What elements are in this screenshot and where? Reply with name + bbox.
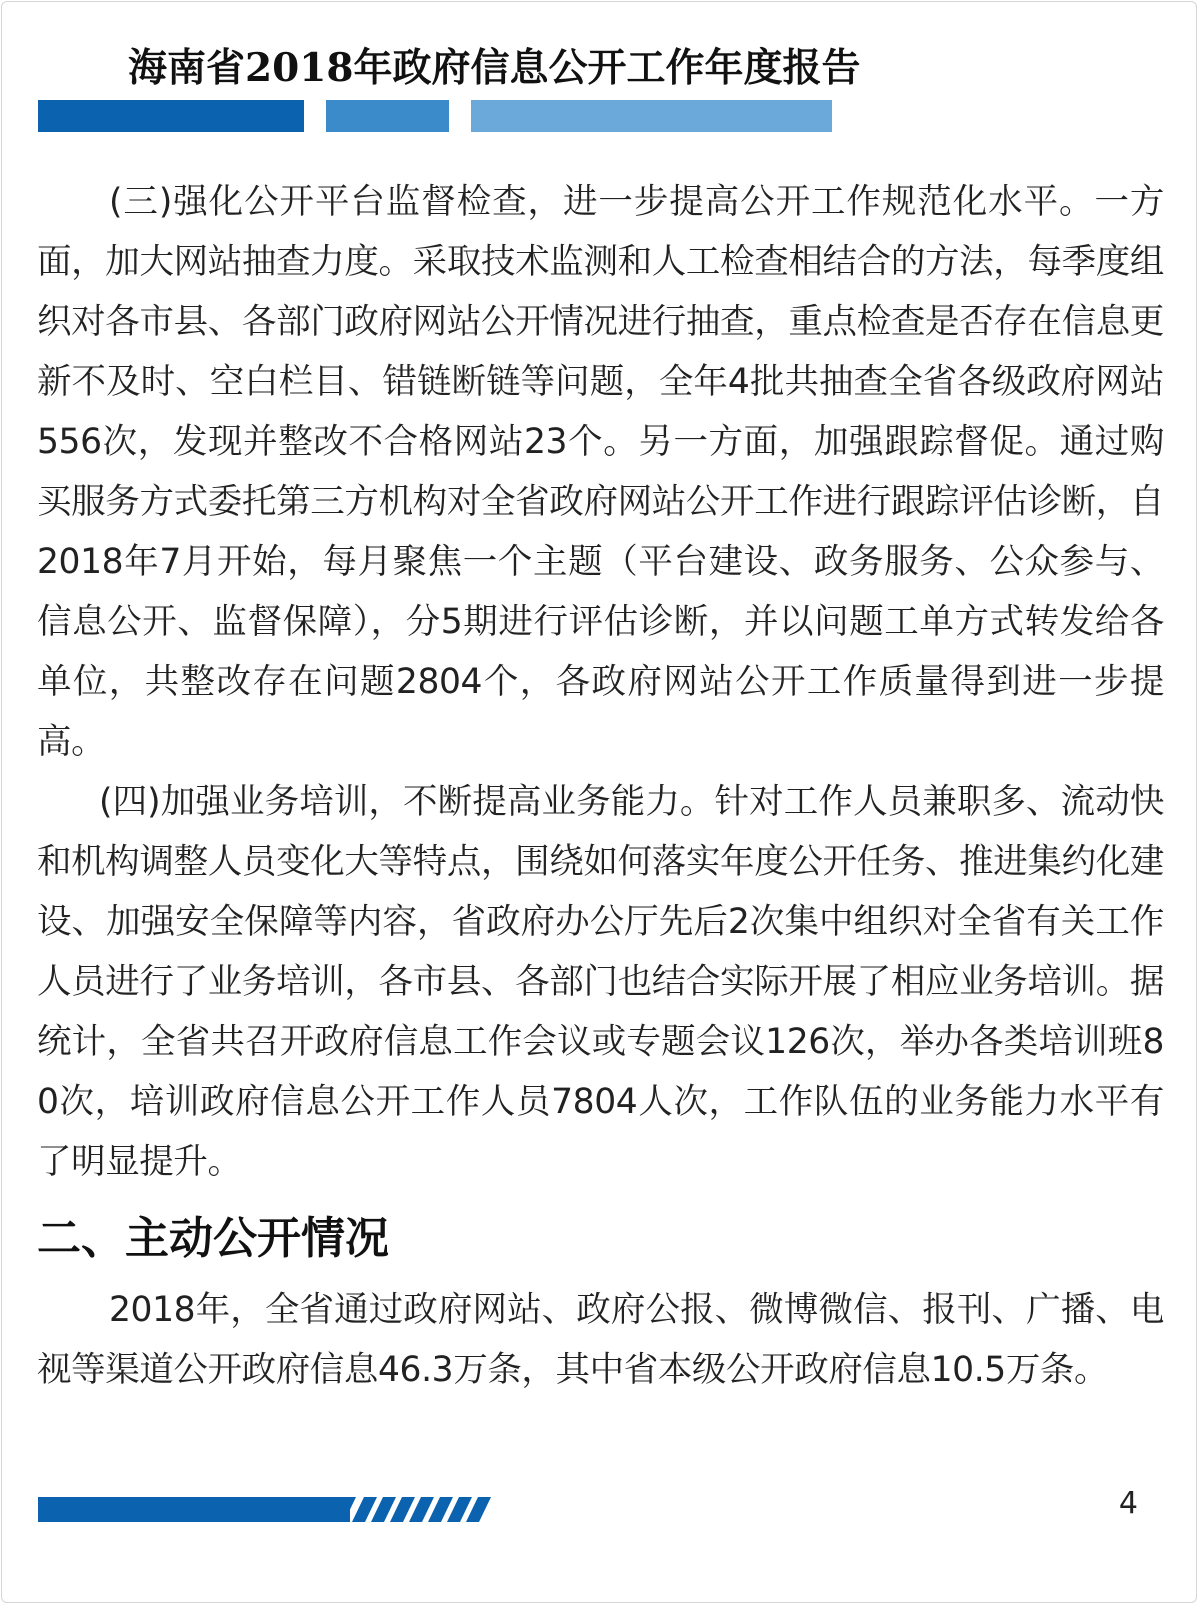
title-accent-bar-mid <box>326 100 449 132</box>
title-accent-bar-dark <box>38 100 304 132</box>
document-title: 海南省2018年政府信息公开工作年度报告 <box>128 45 861 91</box>
paragraph-business-training: (四)加强业务培训，不断提高业务能力。针对工作人员兼职多、流动快和机构调整人员变化大等特点，围绕如何落实年度公开任务、推进集约化建设、加强安全保障等内容，省政府办公厅先后2次集中组织对全省有关工作人员进行了业务培训，各市县、各部门也结合实际开展了相应业务培训。据统计，全省共召开政府信息工作会议或专题会议126次，举办各类培训班80次，培训政府信息公开工作人员7804人次，工作队伍的业务能力水平有了明显提升。 <box>37 782 1164 1182</box>
footer-bar-stripes <box>352 1497 491 1522</box>
title-accent-bar-light <box>471 100 832 132</box>
page-number: 4 <box>1118 1486 1138 1521</box>
paragraph-platform-supervision: (三)强化公开平台监督检查，进一步提高公开工作规范化水平。一方面，加大网站抽查力度。采取技术监测和人工检查相结合的方法，每季度组织对各市县、各部门政府网站公开情况进行抽查，重点检查是否存在信息更新不及时、空白栏目、错链断链等问题，全年4批共抽查全省各级政府网站556次，发现并整改不合格网站23个。另一方面，加强跟踪督促。通过购买服务方式委托第三方机构对全省政府网站公开工作进行跟踪评估诊断，自2018年7月开始，每月聚焦一个主题（平台建设、政务服务、公众参与、信息公开、监督保障），分5期进行评估诊断，并以问题工单方式转发给各单位，共整改存在问题2804个，各政府网站公开工作质量得到进一步提高。 <box>37 182 1164 762</box>
footer-bar-solid <box>38 1497 350 1522</box>
paragraph-proactive-disclosure: 2018年，全省通过政府网站、政府公报、微博微信、报刊、广播、电视等渠道公开政府信息46.3万条，其中省本级公开政府信息10.5万条。 <box>37 1290 1164 1390</box>
document-body <box>37 172 1164 1400</box>
footer-stripe-bar <box>38 1497 498 1522</box>
section-heading: 二、主动公开情况 <box>37 1213 389 1264</box>
